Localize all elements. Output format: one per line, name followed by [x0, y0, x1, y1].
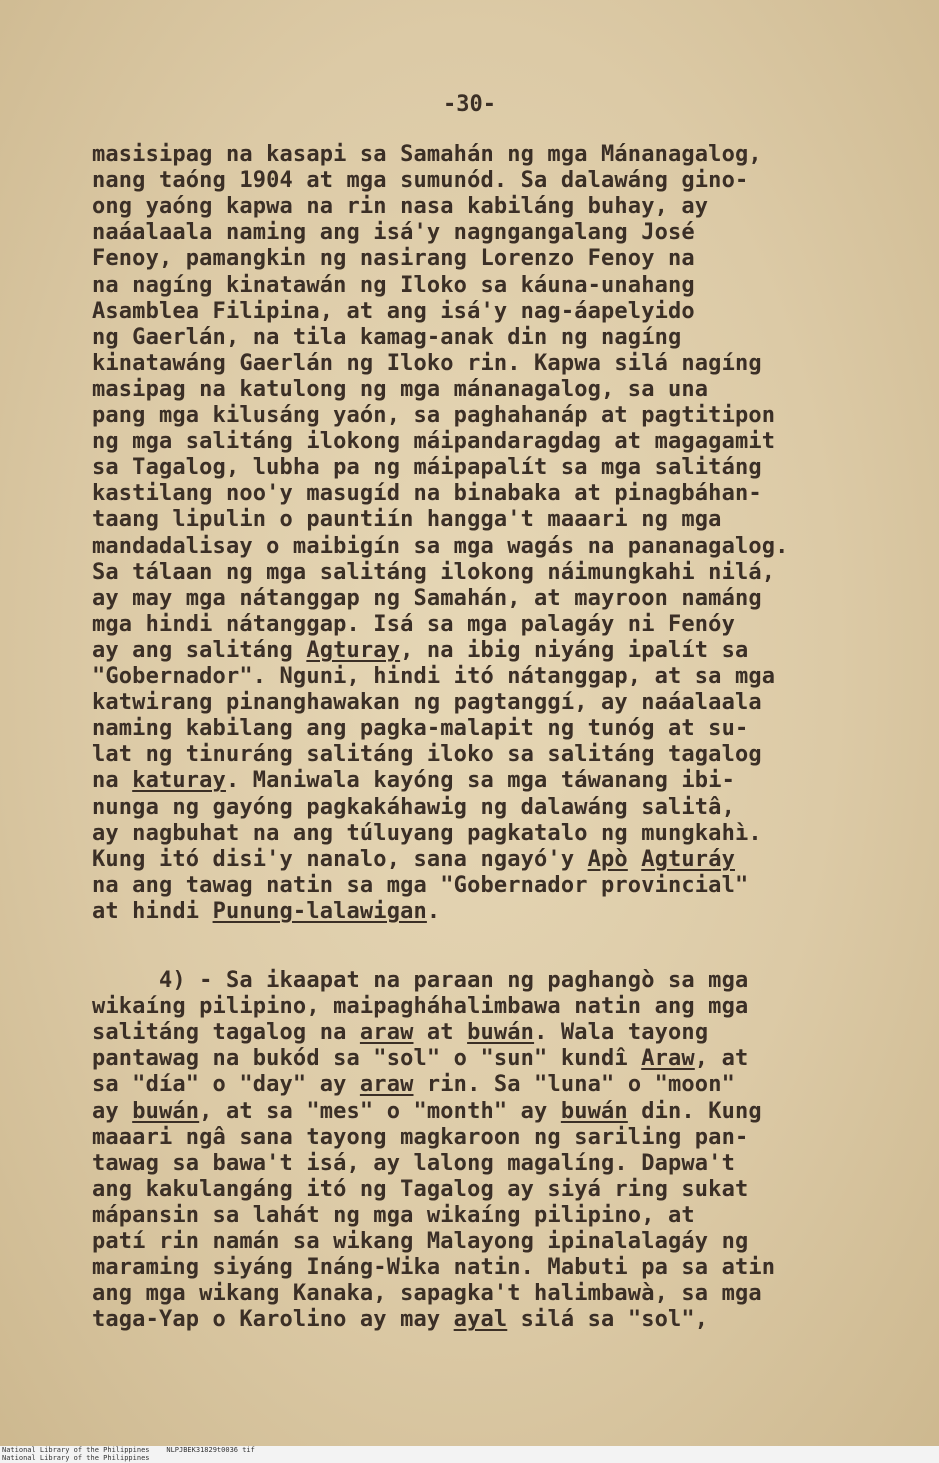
- page-number: -30-: [443, 92, 496, 117]
- paragraph-1-line: [92, 246, 695, 272]
- paragraph-1-line: [92, 377, 708, 403]
- paragraph-1-line: [92, 507, 722, 533]
- text-segment: salitáng tagalog na: [92, 1020, 360, 1046]
- paragraph-1-line: [92, 534, 789, 560]
- text-segment: . Maniwala kayóng sa mga táwanang ibi-: [225, 768, 735, 794]
- paragraph-2-line: [92, 1046, 748, 1072]
- paragraph-2-line: [92, 1307, 708, 1333]
- paragraph-2-line: [92, 1177, 748, 1203]
- underlined-word: Apò: [587, 846, 628, 872]
- paragraph-1-line: [92, 638, 748, 664]
- text-segment: mga hindi nátanggap. Isá sa mga palagáy ni Fenóy: [92, 611, 735, 637]
- text-segment: na: [92, 768, 133, 794]
- underlined-word: Agturáy: [641, 846, 735, 872]
- underlined-word: Punung-lalawigan: [212, 898, 427, 924]
- text-segment: silá sa "sol",: [507, 1307, 709, 1333]
- text-segment: taang lipulin o pauntiín hangga't maaari ng mga: [92, 507, 722, 533]
- text-segment: "Gobernador". Nguni, hindi itó nátanggap, at sa mga: [92, 664, 776, 689]
- paragraph-1-line: [92, 742, 762, 768]
- text-segment: ay ang salitáng: [92, 637, 307, 663]
- paragraph-2-line: [92, 1151, 735, 1177]
- text-segment: rin. Sa "luna" o "moon": [413, 1072, 735, 1098]
- underlined-word: araw: [359, 1020, 414, 1046]
- paragraph-1-line: [92, 194, 708, 220]
- text-segment: pantawag na bukód sa "sol" o "sun" kundî: [92, 1046, 642, 1072]
- text-segment: din. Kung: [627, 1098, 762, 1124]
- text-segment: sa "día" o "day" ay: [92, 1072, 360, 1098]
- paragraph-1-line: [92, 690, 762, 716]
- text-segment: .: [426, 898, 441, 924]
- text-segment: nang taóng 1904 at mga sumunód. Sa dalawáng gino-: [92, 168, 749, 194]
- paragraph-1-line: [92, 455, 762, 481]
- text-segment: ang kakulangáng itó ng Tagalog ay siyá ring sukat: [92, 1176, 749, 1202]
- paragraph-2-line: [92, 1255, 775, 1281]
- paragraph-1-line: [92, 168, 748, 194]
- paragraph-1-line: [92, 560, 775, 586]
- text-segment: ng Gaerlán, na tila kamag-anak din ng nagíng: [92, 324, 682, 350]
- paragraph-1-line: [92, 899, 440, 925]
- text-segment: ang mga wikang Kanaka, sapagka't halimbawà, sa mga: [92, 1281, 762, 1307]
- text-segment: na nagíng kinatawán ng Iloko sa káuna-unahang: [92, 272, 695, 298]
- paragraph-2-line: [92, 1020, 708, 1046]
- underlined-word: buwán: [560, 1098, 628, 1124]
- text-segment: mápansin sa lahát ng mga wikaíng pilipino, at: [92, 1202, 695, 1228]
- footer-line-1: National Library of the Philippines NLPJBEK31829t0036 tif: [2, 1446, 255, 1454]
- paragraph-2-line: [92, 1072, 735, 1098]
- paragraph-2-line: [92, 968, 748, 994]
- paragraph-1-line: [92, 325, 681, 351]
- paragraph-1-line: [92, 586, 762, 612]
- text-segment: naáalaala naming ang isá'y nagngangalang José: [92, 220, 695, 246]
- text-segment: maaari ngâ sana tayong magkaroon ng sariling pan-: [92, 1124, 749, 1150]
- text-segment: mandadalisay o maibigín sa mga wagás na pananagalog.: [92, 533, 789, 559]
- text-segment: at: [413, 1020, 468, 1046]
- underlined-word: buwán: [467, 1020, 535, 1046]
- text-segment: Kung itó disi'y nanalo, sana ngayó'y: [92, 846, 588, 872]
- text-segment: masipag na katulong ng mga mánanagalog, sa una: [92, 376, 709, 402]
- paragraph-2-line: [92, 1125, 748, 1151]
- text-segment: na ang tawag natin sa mga "Gobernador provincial": [92, 872, 749, 898]
- paragraph-1-line: [92, 429, 775, 455]
- paragraph-1-line: [92, 273, 695, 299]
- paragraph-1-line: [92, 821, 762, 847]
- text-segment: kastilang noo'y masugíd na binabaka at pinagbáhan-: [92, 481, 762, 507]
- text-segment: 4) - Sa ikaapat na paraan ng paghangò sa mga: [92, 968, 749, 993]
- paragraph-2-line: [92, 1281, 762, 1307]
- text-segment: lat ng tinuráng salitáng iloko sa salitáng tagalog: [92, 742, 762, 768]
- underlined-word: katuray: [132, 768, 226, 794]
- paragraph-1-line: [92, 612, 735, 638]
- text-segment: ong yaóng kapwa na rin nasa kabiláng buhay, ay: [92, 194, 709, 220]
- paragraph-1-line: [92, 664, 775, 690]
- text-segment: , na ibig niyáng ipalít sa: [400, 637, 749, 663]
- text-segment: , at: [694, 1046, 749, 1072]
- paragraph-1-line: [92, 795, 735, 821]
- text-segment: Asamblea Filipina, at ang isá'y nag-áapelyido: [92, 298, 695, 324]
- text-segment: at hindi: [92, 898, 213, 924]
- text-segment: naming kabilang ang pagka-malapit ng tunóg at su-: [92, 716, 749, 742]
- paragraph-1-line: [92, 847, 735, 873]
- paragraph-1-line: [92, 351, 762, 377]
- text-segment: ay nagbuhat na ang túluyang pagkatalo ng mungkahì.: [92, 820, 762, 846]
- paragraph-2-line: [92, 1203, 695, 1229]
- underlined-word: araw: [359, 1072, 414, 1098]
- paragraph-1-line: [92, 220, 695, 246]
- text-segment: tawag sa bawa't isá, ay lalong magalíng. Dapwa't: [92, 1150, 735, 1176]
- text-segment: Sa tálaan ng mga salitáng ilokong náimungkahi nilá,: [92, 559, 776, 585]
- paragraph-1-line: [92, 299, 695, 325]
- text-segment: ng mga salitáng ilokong máipandaragdag at magagamit: [92, 429, 776, 455]
- text-segment: patí rin namán sa wikang Malayong ipinalalagáy ng: [92, 1229, 749, 1254]
- paragraph-1-line: [92, 481, 762, 507]
- scan-footer: [0, 1446, 939, 1463]
- text-segment: ay may mga nátanggap ng Samahán, at mayroon namáng: [92, 585, 762, 611]
- text-segment: maraming siyáng Ináng-Wika natin. Mabuti pa sa atin: [92, 1255, 776, 1281]
- underlined-word: Araw: [641, 1046, 695, 1072]
- text-segment: pang mga kilusáng yaón, sa paghahanáp at pagtitipon: [92, 403, 776, 428]
- underlined-word: Agturay: [306, 637, 401, 663]
- paragraph-1-line: [92, 142, 762, 168]
- text-segment: [628, 847, 641, 872]
- paragraph-1-line: [92, 768, 735, 794]
- text-segment: nunga ng gayóng pagkakáhawig ng dalawáng salitâ,: [92, 794, 735, 820]
- text-segment: kinatawáng Gaerlán ng Iloko rin. Kapwa silá nagíng: [92, 350, 762, 376]
- underlined-word: ayal: [453, 1307, 508, 1333]
- text-segment: . Wala tayong: [534, 1020, 709, 1046]
- paragraph-1-line: [92, 716, 748, 742]
- paragraph-1-line: [92, 873, 748, 899]
- text-segment: taga-Yap o Karolino ay may: [92, 1307, 454, 1333]
- text-segment: masisipag na kasapi sa Samahán ng mga Mánanagalog,: [92, 142, 762, 167]
- text-segment: sa Tagalog, lubha pa ng máipapalít sa mga salitáng: [92, 455, 762, 481]
- footer-line-2: National Library of the Philippines: [2, 1454, 150, 1462]
- paragraph-2-line: [92, 1229, 748, 1255]
- text-segment: ay: [92, 1098, 133, 1124]
- text-segment: Fenoy, pamangkin ng nasirang Lorenzo Fenoy na: [92, 246, 695, 272]
- text-segment: , at sa "mes" o "month" ay: [199, 1098, 561, 1124]
- paragraph-2-line: [92, 1099, 762, 1125]
- text-segment: katwirang pinanghawakan ng pagtanggí, ay naáalaala: [92, 690, 762, 716]
- underlined-word: buwán: [132, 1098, 200, 1124]
- paragraph-2-line: [92, 994, 748, 1020]
- text-segment: wikaíng pilipino, maipagháhalimbawa natin ang mga: [92, 994, 749, 1020]
- paragraph-1-line: [92, 403, 775, 429]
